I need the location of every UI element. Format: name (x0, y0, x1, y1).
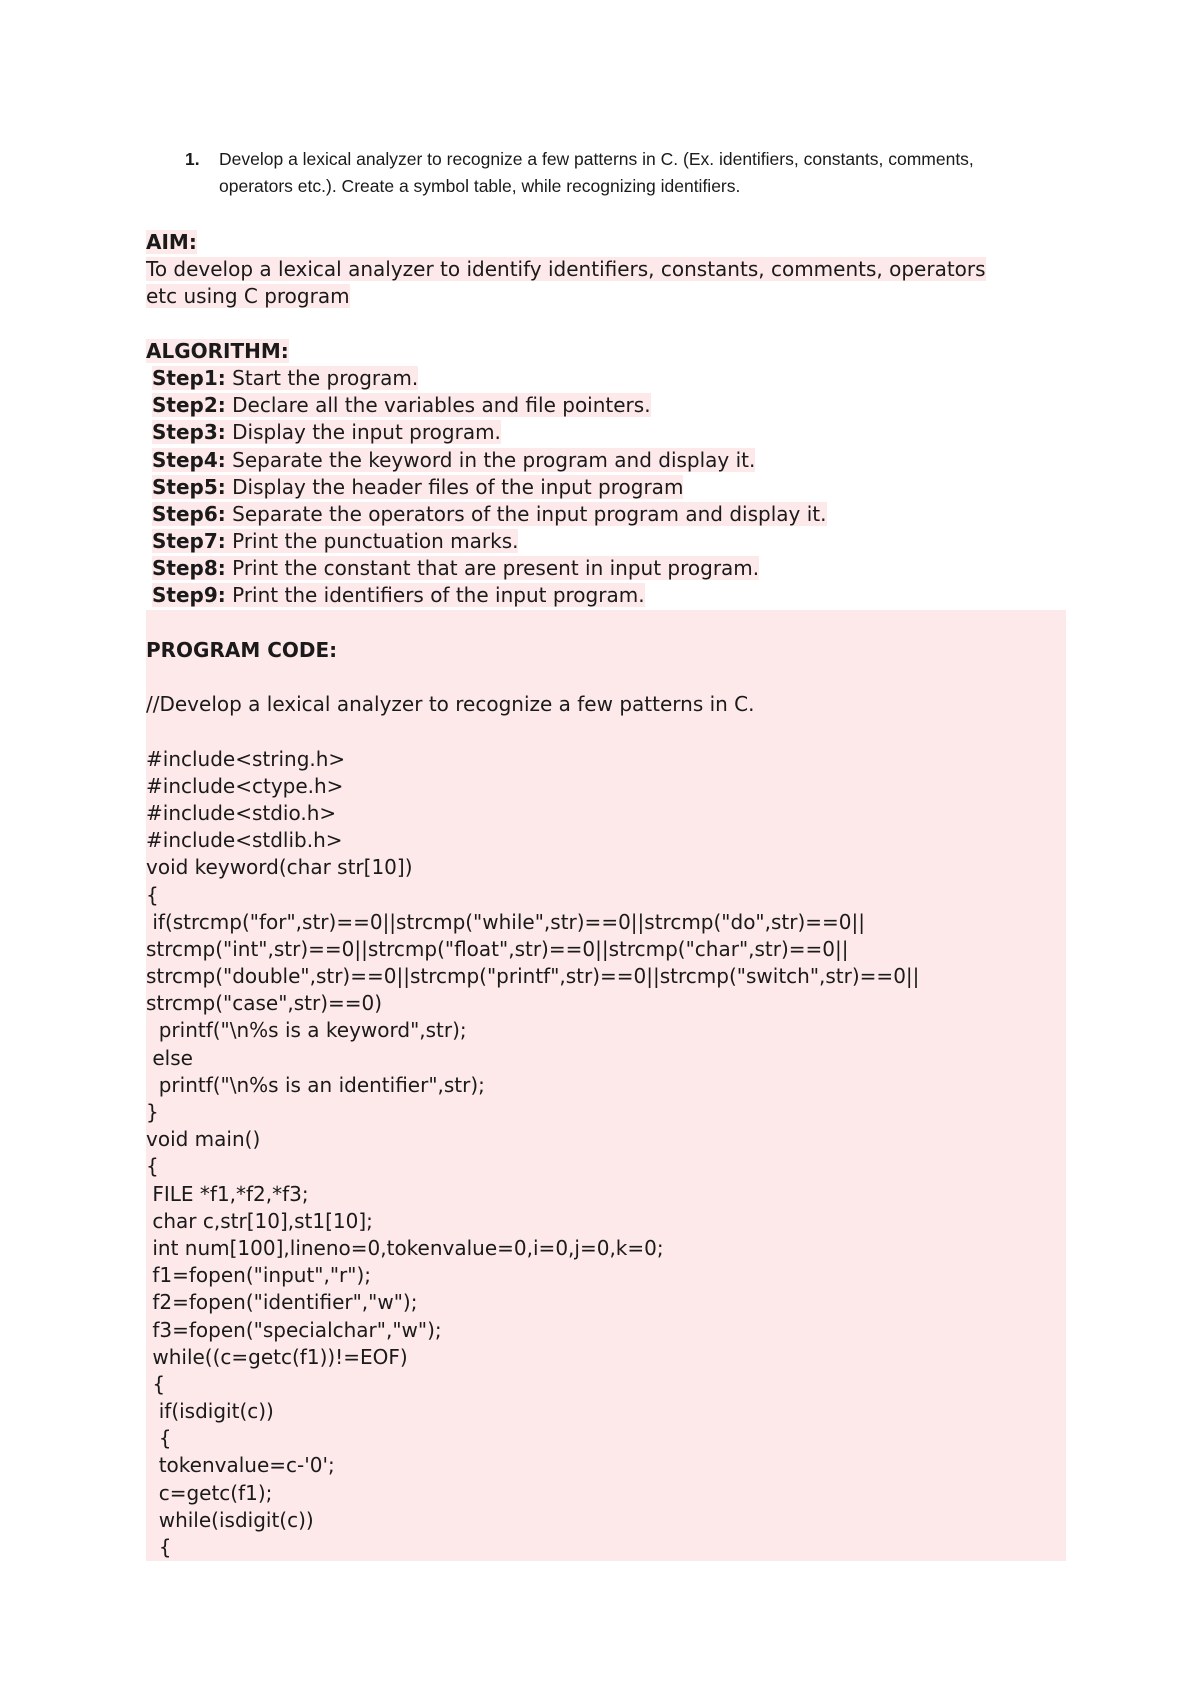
algorithm-step (146, 365, 1066, 392)
code-line: c=getc(f1); (146, 1480, 273, 1505)
algorithm-step (146, 419, 1066, 446)
question-number: 1. (185, 149, 200, 169)
step-label: Step3: (152, 420, 226, 445)
code-line: f2=fopen("identifier","w"); (146, 1290, 418, 1315)
code-line: if(isdigit(c)) (146, 1399, 274, 1424)
code-line: strcmp("case",str)==0) (146, 991, 383, 1016)
step-text: Print the punctuation marks. (225, 529, 519, 554)
aim-line: To develop a lexical analyzer to identify identifiers, constants, comments, operators (146, 257, 986, 282)
code-line: //Develop a lexical analyzer to recognize a few patterns in C. (146, 692, 755, 717)
algorithm-step (146, 582, 1066, 609)
code-line: #include<ctype.h> (146, 773, 344, 798)
step-label: Step1: (152, 365, 226, 390)
question-text: Develop a lexical analyzer to recognize a few patterns in C. (Ex. identifiers, constants, comments, operators etc.). Create a symbol table, while recognizing identifiers. (219, 149, 974, 196)
step-text: Separate the operators of the input program and display it. (225, 501, 827, 526)
code-line: #include<string.h> (146, 746, 346, 771)
step-label: Step8: (152, 556, 226, 581)
step-label: Step6: (152, 501, 226, 526)
step-text: Declare all the variables and file pointers. (225, 393, 651, 418)
question (185, 146, 1015, 200)
step-text: Print the constant that are present in input program. (225, 556, 760, 581)
document-content (146, 229, 1066, 1561)
step-text: Display the input program. (225, 420, 501, 445)
code-line: printf("\n%s is an identifier",str); (146, 1072, 485, 1097)
code-line: strcmp("int",str)==0||strcmp("float",str)==0||strcmp("char",str)==0|| (146, 936, 849, 961)
code-line: #include<stdio.h> (146, 800, 337, 825)
code-line (146, 718, 1066, 745)
algorithm-step (146, 501, 1066, 528)
code-line: char c,str[10],st1[10]; (146, 1208, 373, 1233)
code-line: void keyword(char str[10]) (146, 855, 413, 880)
code-line: int num[100],lineno=0,tokenvalue=0,i=0,j=0,k=0; (146, 1235, 664, 1260)
code-line: FILE *f1,*f2,*f3; (146, 1181, 309, 1206)
code-line: { (146, 1535, 172, 1559)
algorithm-step (146, 555, 1066, 582)
algorithm-step (146, 528, 1066, 555)
program-code-block (146, 610, 1066, 1562)
code-line: else (146, 1045, 193, 1070)
aim-heading: AIM: (146, 230, 197, 254)
program-code (146, 691, 1066, 1561)
code-line: void main() (146, 1127, 261, 1152)
algorithm-steps (146, 365, 1066, 610)
code-line: strcmp("double",str)==0||strcmp("printf",str)==0||strcmp("switch",str)==0|| (146, 964, 920, 989)
code-line: { (146, 1371, 166, 1396)
code-line: } (146, 1100, 159, 1124)
code-line: f3=fopen("specialchar","w"); (146, 1317, 442, 1342)
step-label: Step2: (152, 393, 226, 418)
algorithm-step (146, 392, 1066, 419)
step-label: Step4: (152, 447, 226, 472)
code-line: tokenvalue=c-'0'; (146, 1453, 335, 1478)
aim-line: etc using C program (146, 284, 350, 309)
code-line: { (146, 882, 159, 907)
code-line: printf("\n%s is a keyword",str); (146, 1018, 467, 1043)
algorithm-heading: ALGORITHM: (146, 338, 289, 363)
code-line: f1=fopen("input","r"); (146, 1263, 371, 1288)
step-text: Start the program. (225, 365, 419, 390)
step-text: Display the header files of the input program (225, 474, 684, 499)
step-text: Separate the keyword in the program and display it. (225, 447, 756, 472)
code-line: if(strcmp("for",str)==0||strcmp("while",str)==0||strcmp("do",str)==0|| (146, 909, 865, 934)
code-line: { (146, 1426, 172, 1451)
program-heading: PROGRAM CODE: (146, 637, 338, 662)
step-label: Step7: (152, 529, 226, 554)
algorithm-step (146, 474, 1066, 501)
code-line: while((c=getc(f1))!=EOF) (146, 1344, 408, 1369)
step-text: Print the identifiers of the input program. (225, 583, 645, 608)
code-line: while(isdigit(c)) (146, 1507, 314, 1532)
step-label: Step9: (152, 583, 226, 608)
code-line: #include<stdlib.h> (146, 828, 343, 853)
step-label: Step5: (152, 474, 226, 499)
code-line: { (146, 1154, 159, 1179)
algorithm-step (146, 447, 1066, 474)
